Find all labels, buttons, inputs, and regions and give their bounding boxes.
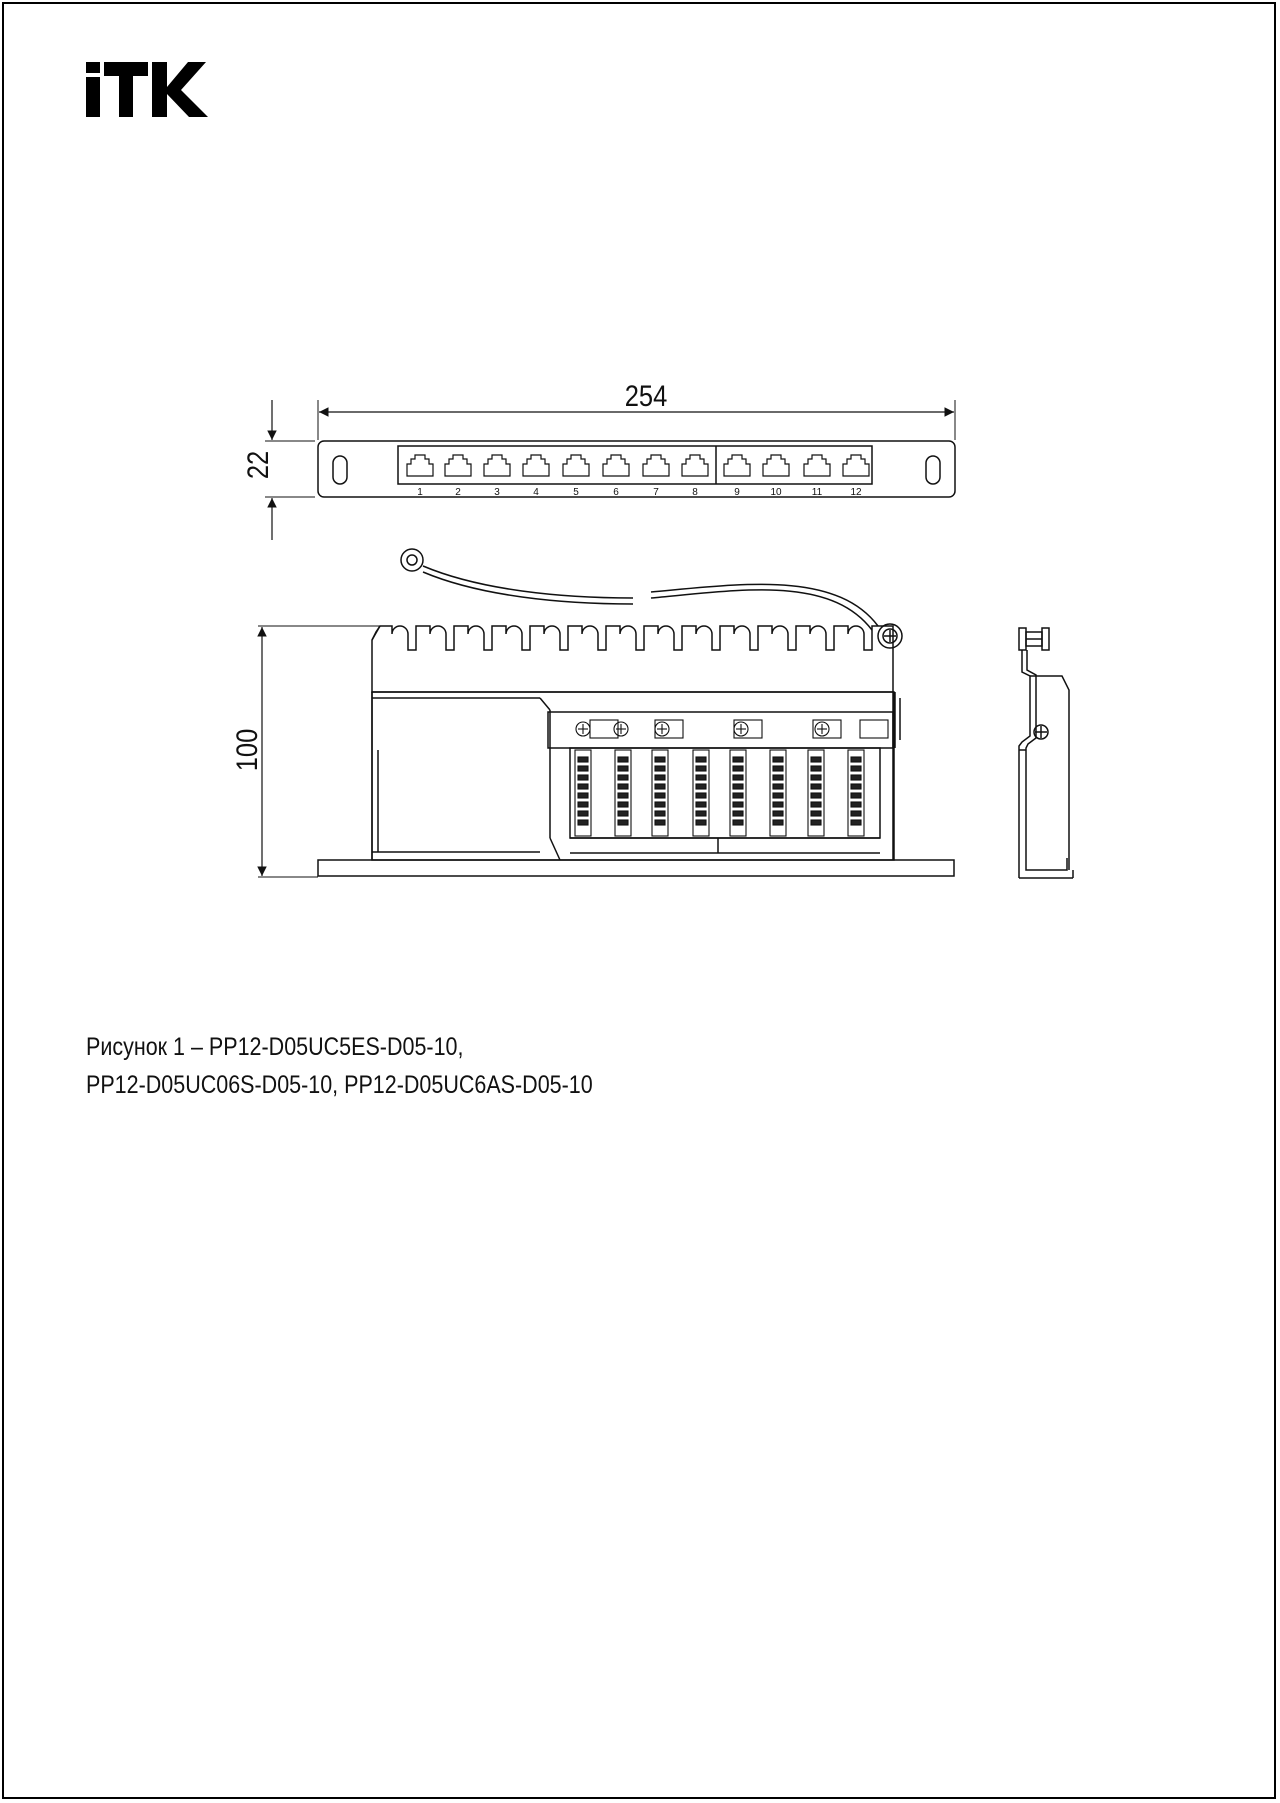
rj45-port (763, 455, 789, 476)
rj45-port (643, 455, 669, 476)
idc-module (615, 750, 631, 836)
rj45-ports (407, 455, 869, 476)
rj45-port (563, 455, 589, 476)
port-label: 5 (573, 487, 579, 498)
screw (655, 722, 669, 736)
port-label: 7 (653, 487, 659, 498)
idc-module (652, 750, 668, 836)
idc-module (848, 750, 864, 836)
rj45-port (445, 455, 471, 476)
port-label: 2 (455, 487, 461, 498)
port-label: 8 (692, 487, 698, 498)
idc-module (730, 750, 746, 836)
screw (815, 722, 829, 736)
rj45-port (682, 455, 708, 476)
screw (734, 722, 748, 736)
port-label: 10 (770, 487, 782, 498)
rj45-port (843, 455, 869, 476)
port-label: 9 (734, 487, 740, 498)
idc-module (808, 750, 824, 836)
port-label: 1 (417, 487, 423, 498)
dim-254: 254 (624, 379, 668, 413)
caption-line-2: PP12-D05UC06S-D05-10, PP12-D05UC6AS-D05-10 (86, 1071, 593, 1099)
screw (576, 722, 590, 736)
end-view (1019, 628, 1073, 878)
screw (614, 722, 628, 736)
port-label: 3 (494, 487, 500, 498)
front-view (265, 400, 955, 540)
figure-caption (86, 1028, 593, 1104)
port-label: 4 (533, 487, 539, 498)
rj45-port (484, 455, 510, 476)
idc-module (575, 750, 591, 836)
rj45-port (724, 455, 750, 476)
label-plate (860, 720, 888, 738)
port-label: 6 (613, 487, 619, 498)
rj45-port (603, 455, 629, 476)
rj45-port (804, 455, 830, 476)
rj45-port (523, 455, 549, 476)
dim-100: 100 (230, 728, 264, 772)
idc-module (693, 750, 709, 836)
idc-module (770, 750, 786, 836)
main-view (258, 549, 954, 877)
rj45-port (407, 455, 433, 476)
port-label: 11 (811, 487, 823, 498)
port-label: 12 (850, 487, 862, 498)
dim-22: 22 (241, 450, 275, 480)
caption-line-1: Рисунок 1 – PP12-D05UC5ES-D05-10, (86, 1033, 464, 1061)
